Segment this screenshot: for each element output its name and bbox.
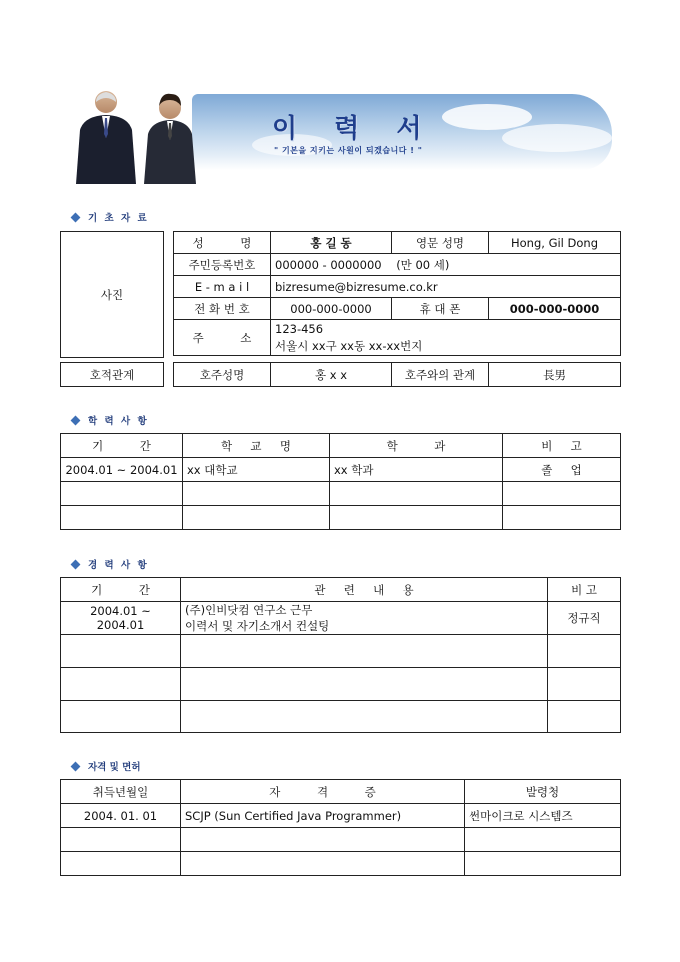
diamond-bullet-icon (71, 761, 81, 771)
career-content (181, 602, 548, 635)
education-table (60, 433, 621, 530)
edu-major: xx 학과 (330, 458, 503, 482)
career-note: 정규직 (548, 602, 621, 635)
mobile-label: 휴 대 폰 (392, 298, 489, 320)
diamond-bullet-icon (71, 415, 81, 425)
businessmen-photo (72, 88, 212, 184)
family-table (173, 362, 621, 387)
family-relation-label: 호적관계 (60, 362, 164, 387)
email-label: E - m a i l (174, 276, 271, 298)
rrn-label: 주민등록번호 (174, 254, 271, 276)
section-heading-license: 자격 및 면허 (72, 759, 141, 773)
table-row (61, 701, 621, 733)
edu-header-major: 학 과 (330, 434, 503, 458)
edu-header-school: 학 교 명 (183, 434, 330, 458)
banner (72, 88, 612, 184)
edu-header-period: 기 간 (61, 434, 183, 458)
table-row (61, 804, 621, 828)
license-header-cert: 자 격 증 (181, 780, 465, 804)
table-row (61, 852, 621, 876)
career-header-note: 비 고 (548, 578, 621, 602)
table-row (61, 828, 621, 852)
edu-school: xx 대학교 (183, 458, 330, 482)
license-issuer: 썬마이크로 시스템즈 (465, 804, 621, 828)
head-name-label: 호주성명 (174, 363, 271, 387)
table-row (61, 458, 621, 482)
career-table (60, 577, 621, 733)
table-row (61, 482, 621, 506)
phone-value: 000-000-0000 (271, 298, 392, 320)
rrn-value: 000000 - 0000000 (만 00 세) (271, 254, 621, 276)
address-line2: 서울시 xx구 xx동 xx-xx번지 (275, 338, 423, 353)
head-name-value: 홍 x x (271, 363, 392, 387)
career-period: 2004.01 ~ 2004.01 (61, 602, 181, 635)
section-heading-career: 경 력 사 항 (72, 557, 149, 571)
phone-label: 전 화 번 호 (174, 298, 271, 320)
address-label: 주 소 (174, 320, 271, 356)
career-content-line2: 이력서 및 자기소개서 컨설팅 (185, 619, 330, 633)
table-row (61, 668, 621, 701)
document-subtitle: " 기본을 지키는 사원이 되겠습니다 ! " (274, 146, 423, 155)
eng-name-label: 영문 성명 (392, 232, 489, 254)
email-value: bizresume@bizresume.co.kr (271, 276, 621, 298)
head-relation-value: 長男 (489, 363, 621, 387)
license-table (60, 779, 621, 876)
table-row (61, 506, 621, 530)
address-value (271, 320, 621, 356)
license-header-date: 취득년월일 (61, 780, 181, 804)
license-header-issuer: 발령청 (465, 780, 621, 804)
table-row (61, 635, 621, 668)
section-heading-basic: 기 초 자 료 (72, 210, 149, 224)
diamond-bullet-icon (71, 559, 81, 569)
eng-name-value: Hong, Gil Dong (489, 232, 621, 254)
edu-note: 졸 업 (503, 458, 621, 482)
license-cert: SCJP (Sun Certified Java Programmer) (181, 804, 465, 828)
mobile-value: 000-000-0000 (489, 298, 621, 320)
edu-header-note: 비 고 (503, 434, 621, 458)
head-relation-label: 호주와의 관계 (392, 363, 489, 387)
section-heading-education: 학 력 사 항 (72, 413, 149, 427)
edu-period: 2004.01 ~ 2004.01 (61, 458, 183, 482)
name-value: 홍 길 동 (271, 232, 392, 254)
photo-box: 사진 (60, 231, 164, 358)
diamond-bullet-icon (71, 212, 81, 222)
career-header-content: 관 련 내 용 (181, 578, 548, 602)
name-label: 성 명 (174, 232, 271, 254)
document-title: 이 력 서 (272, 114, 436, 144)
address-line1: 123-456 (275, 321, 324, 336)
career-content-line1: (주)인비닷컴 연구소 근무 (185, 603, 313, 617)
basic-info-table (173, 231, 621, 356)
license-date: 2004. 01. 01 (61, 804, 181, 828)
table-row (61, 602, 621, 635)
career-header-period: 기 간 (61, 578, 181, 602)
